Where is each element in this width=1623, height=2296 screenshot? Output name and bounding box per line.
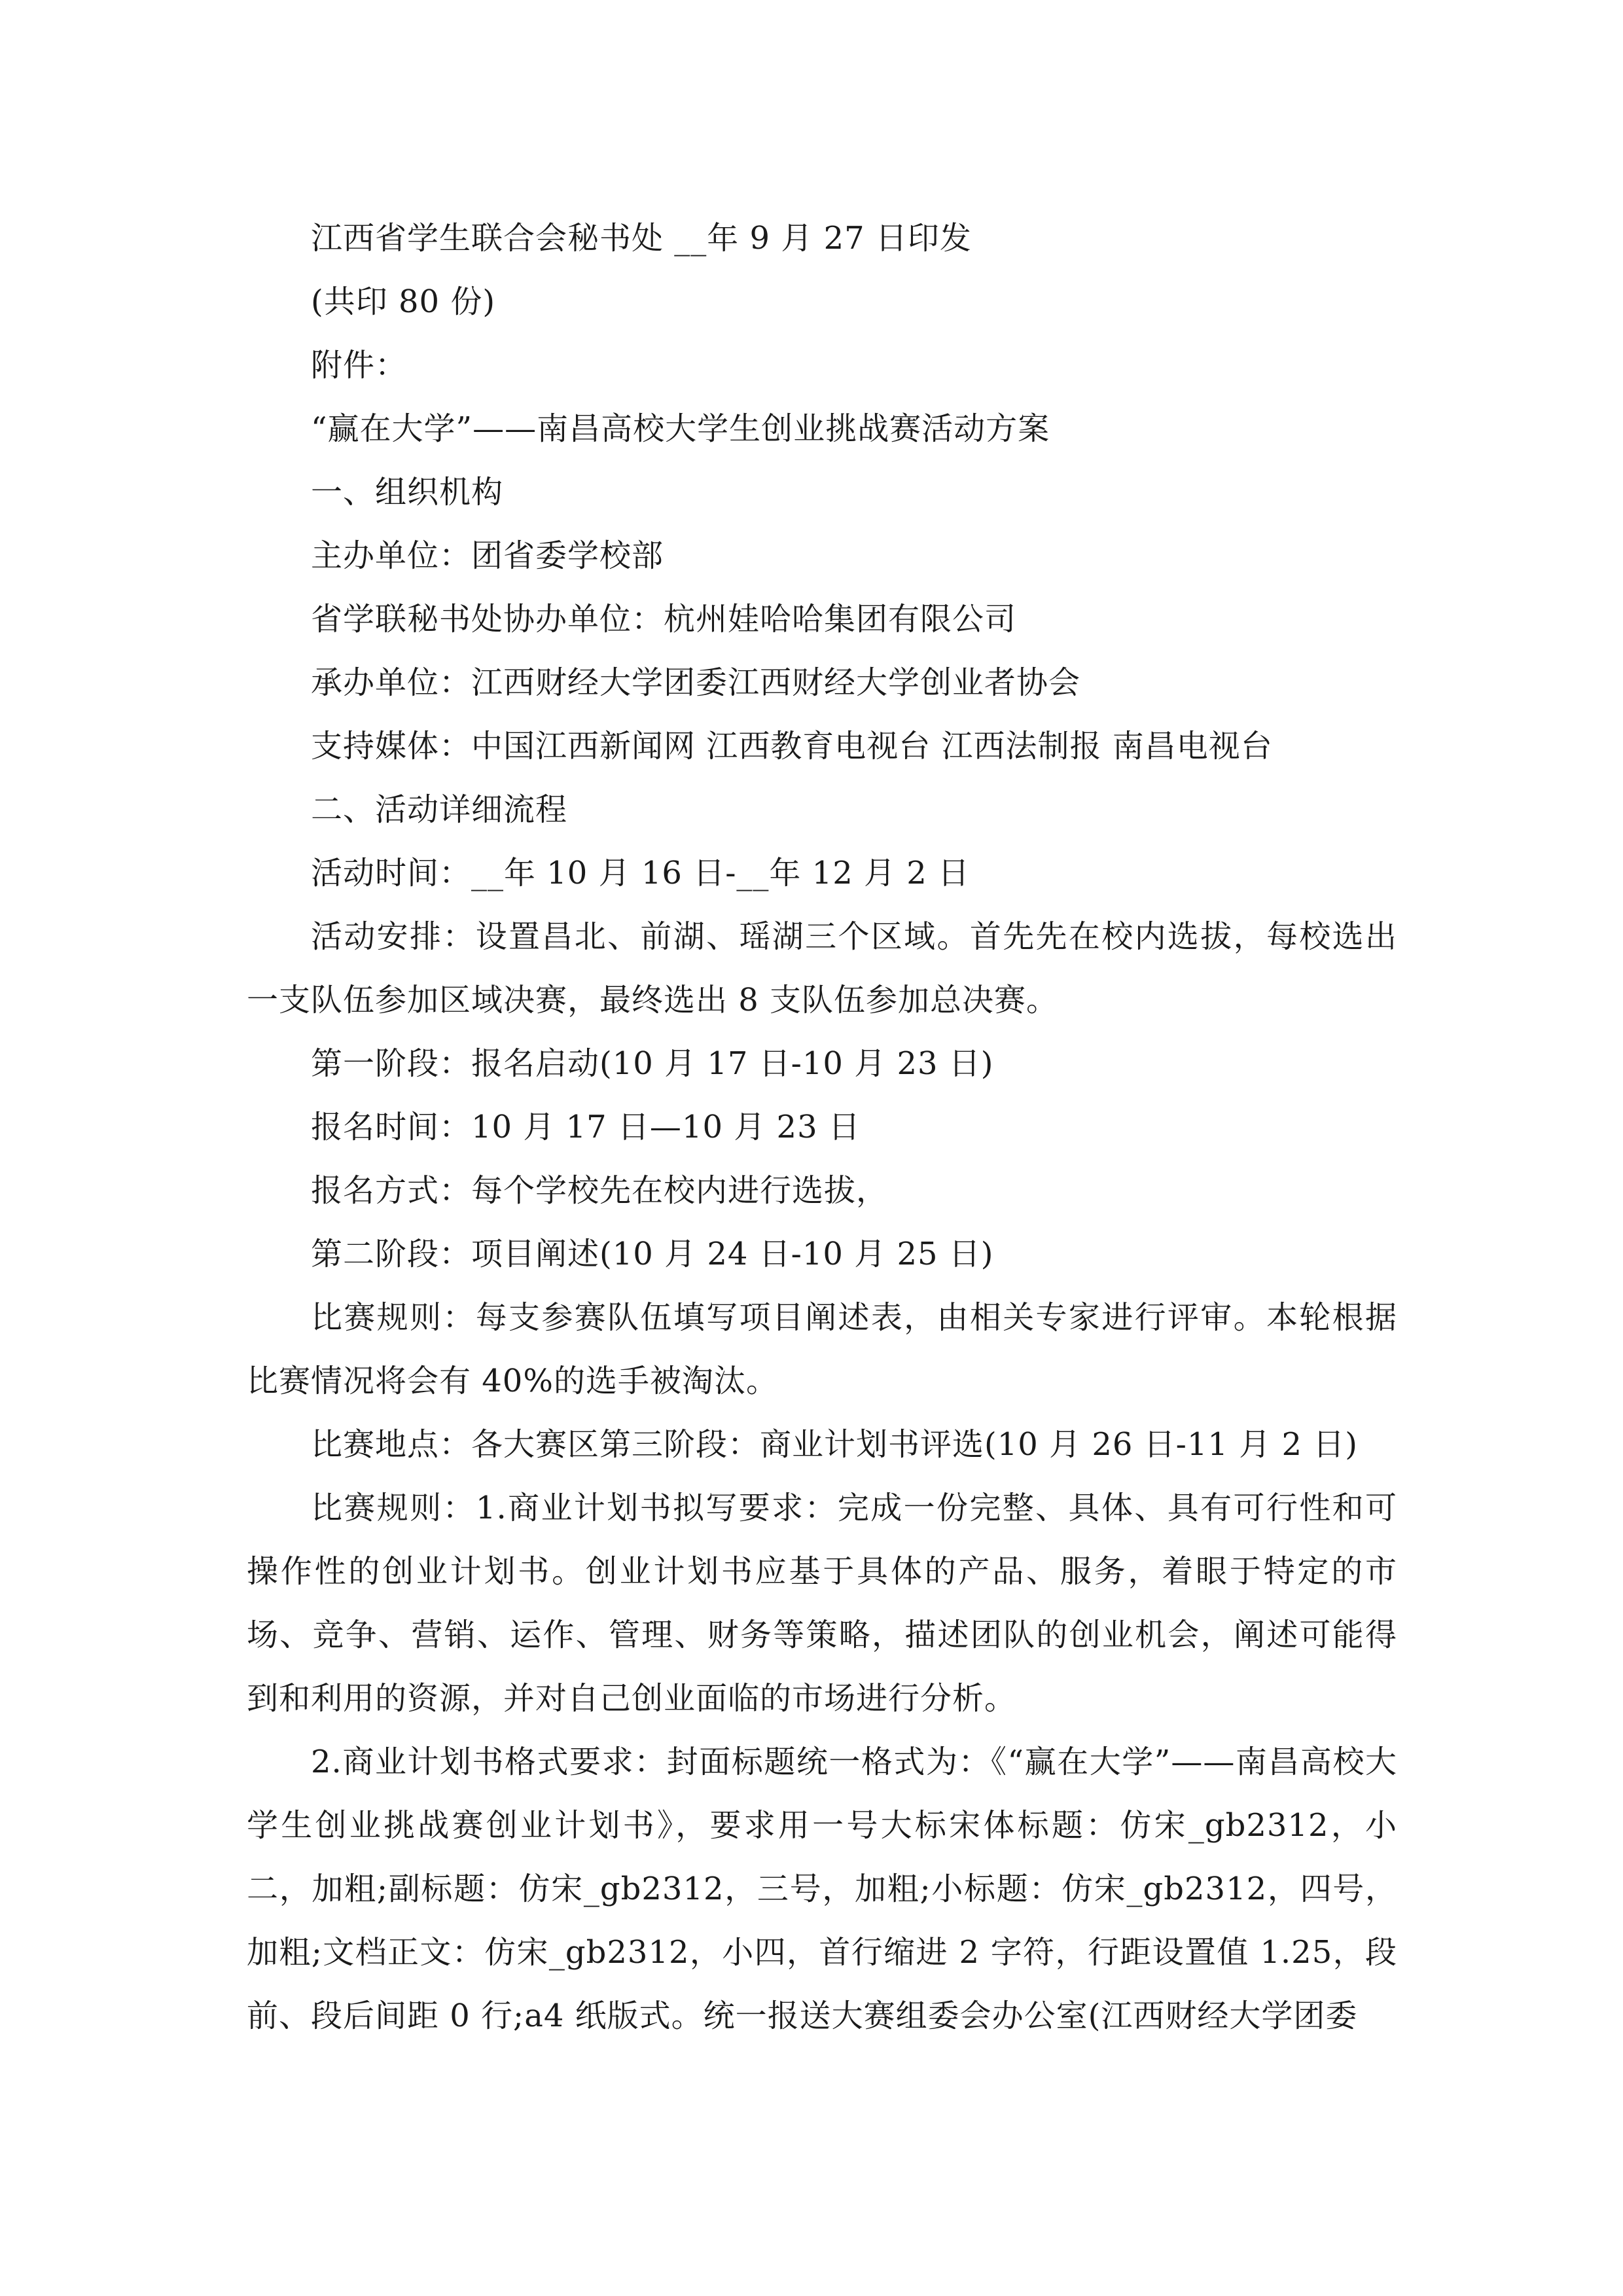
paragraph-issuer-line: 江西省学生联合会秘书处 __年 9 月 27 日印发 xyxy=(311,220,972,257)
paragraph-registration-method: 报名方式：每个学校先在校内进行选拔， xyxy=(311,1172,889,1209)
paragraph-business-plan-requirements: 比赛规则：1.商业计划书拟写要求：完成一份完整、具体、具有可行性和可操作性的创业计划书。创业计划书应基于具体的产品、服务，着眼于特定的市场、竞争、营销、运作、管理、财务等策略，描述团队的创业机会，阐述可能得到和利用的资源，并对自己创业面临的市场进行分析。 xyxy=(247,1490,1397,1717)
paragraph-undertaker: 承办单位：江西财经大学团委江西财经大学创业者协会 xyxy=(311,664,1081,701)
paragraph-section-process: 二、活动详细流程 xyxy=(311,791,568,828)
paragraph-co-organizer: 省学联秘书处协办单位：杭州娃哈哈集团有限公司 xyxy=(311,601,1017,637)
paragraph-plan-title: “赢在大学”——南昌高校大学生创业挑战赛活动方案 xyxy=(311,410,1050,447)
paragraph-activity-time: 活动时间：__年 10 月 16 日-__年 12 月 2 日 xyxy=(311,855,971,891)
paragraph-stage-one: 第一阶段：报名启动(10 月 17 日-10 月 23 日) xyxy=(311,1045,994,1082)
paragraph-business-plan-format: 2.商业计划书格式要求：封面标题统一格式为：《“赢在大学”——南昌高校大学生创业挑战赛创业计划书》，要求用一号大标宋体标题：仿宋_gb2312，小二，加粗;副标题：仿宋_gb2312，三号，加粗;小标题：仿宋_gb2312，四号，加粗;文档正文：仿宋_gb2312，小四，首行缩进 2 字符，行距设置值 1.25，段前、段后间距 0 行;a4 纸版式。统一报送大赛组委会办公室(江西财经大学团委 xyxy=(247,1744,1397,2034)
paragraph-print-count: (共印 80 份) xyxy=(311,283,496,320)
paragraph-host: 主办单位：团省委学校部 xyxy=(311,537,664,574)
paragraph-stage-two: 第二阶段：项目阐述(10 月 24 日-10 月 25 日) xyxy=(311,1236,994,1272)
paragraph-registration-time: 报名时间：10 月 17 日—10 月 23 日 xyxy=(311,1109,861,1145)
paragraph-attachment-label: 附件： xyxy=(311,347,408,384)
paragraph-media: 支持媒体：中国江西新闻网 江西教育电视台 江西法制报 南昌电视台 xyxy=(311,728,1273,764)
paragraph-activity-arrangement: 活动安排：设置昌北、前湖、瑶湖三个区域。首先先在校内选拔，每校选出一支队伍参加区域决赛，最终选出 8 支队伍参加总决赛。 xyxy=(247,918,1397,1018)
paragraph-section-organization: 一、组织机构 xyxy=(311,474,504,511)
paragraph-competition-rules: 比赛规则：每支参赛队伍填写项目阐述表，由相关专家进行评审。本轮根据比赛情况将会有 40%的选手被淘汰。 xyxy=(247,1299,1397,1399)
document-body xyxy=(247,207,1397,2048)
paragraph-competition-venue: 比赛地点：各大赛区第三阶段：商业计划书评选(10 月 26 日-11 月 2 日) xyxy=(311,1426,1358,1463)
